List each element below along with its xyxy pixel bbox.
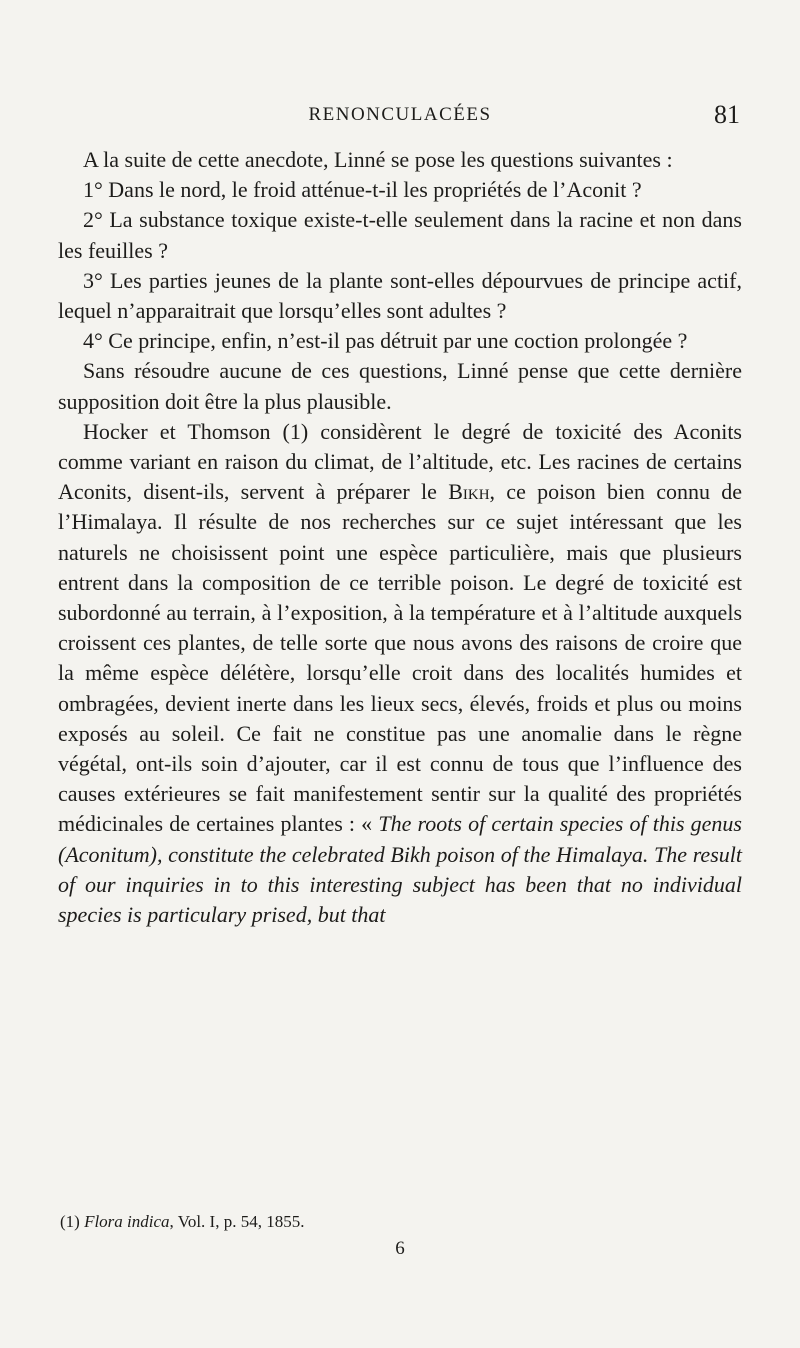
english-quote: The roots of certain species of this genus (Aconitum), constitute the celebrated Bikh poison of the Himalaya. The result of our inquiries in to this interesting subject has been that no individual species is particulary prised, but that <box>58 811 742 928</box>
footnote <box>60 1212 740 1232</box>
paragraph-hocker-part2: , ce poison bien connu de l’Himalaya. Il résulte de nos recherches sur ce sujet intéressant que les naturels ne choisissent point une espèce particulière, mais que plusieurs entrent dans la composition de ce terrible poison. Le degré de toxicité est subordonné au terrain, à l’exposition, à la température et à l’altitude auxquels croissent ces plantes, de telle sorte que nous avons des raisons de croire que la même espèce délétère, lorsqu’elle croit dans des localités humides et ombragées, devient inerte dans les lieux secs, élevés, froids et plus ou moins exposés au soleil. Ce fait ne constitue pas une anomalie dans le règne végétal, ont-ils soin d’ajouter, car il est connu de tous que l’influence des causes extérieures se fait manifestement sentir sur la qualité des propriétés médicinales de certaines plantes : « <box>58 479 743 837</box>
question-3: 3° Les parties jeunes de la plante sont-elles dépourvues de principe actif, lequel n’apparaitrait que lorsqu’elles sont adultes ? <box>58 267 742 324</box>
paragraph-intro: A la suite de cette anecdote, Linné se pose les questions suivantes : <box>83 147 673 172</box>
paragraph-hocker <box>58 417 742 930</box>
footnote-title: Flora indica <box>84 1212 170 1231</box>
body-text <box>58 145 742 930</box>
question-2: 2° La substance toxique existe-t-elle seulement dans la racine et non dans les feuilles ? <box>58 207 742 263</box>
page-number: 81 <box>714 100 740 129</box>
paragraph-linne: Sans résoudre aucune de ces questions, Linné pense que cette dernière supposition doit être la plus plausible. <box>58 358 742 414</box>
bikh-term: Bikh <box>448 479 490 505</box>
signature-mark: 6 <box>395 1238 405 1259</box>
question-1: 1° Dans le nord, le froid atténue-t-il les propriétés de l’Aconit ? <box>83 177 642 203</box>
running-title: RENONCULACÉES <box>308 104 492 125</box>
footnote-details: , Vol. I, p. 54, 1855. <box>169 1212 305 1231</box>
footnote-marker: (1) <box>60 1212 80 1231</box>
paragraph-hocker-part1: Hocker et Thomson (1) considèrent le degré de toxicité des Aconits comme variant en raison du climat, de l’altitude, etc. Les racines de certains Aconits, disent-ils, servent à préparer le <box>58 418 742 505</box>
question-4: 4° Ce principe, enfin, n’est-il pas détruit par une coction prolongée ? <box>83 328 688 354</box>
running-head <box>60 100 740 134</box>
